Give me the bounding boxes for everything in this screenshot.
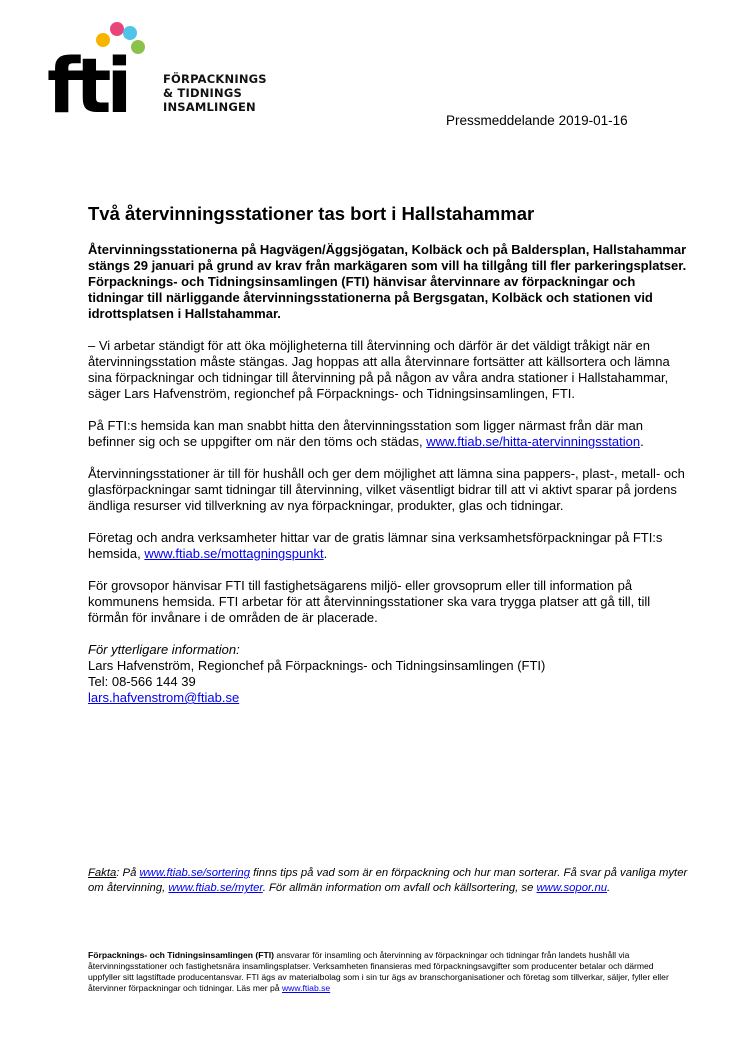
- sorting-link[interactable]: www.ftiab.se/sortering: [139, 867, 251, 879]
- business-paragraph: [88, 530, 688, 562]
- bulky-waste-paragraph: För grovsopor hänvisar FTI till fastighetsägarens miljö- eller grovsoprum eller till information på kommunens hemsida. FTI arbetar för att återvinningsstationer ska vara trygga platser att gå till, till förmån för invånare i de områden de är placerade.: [88, 578, 651, 625]
- website-end: .: [640, 434, 644, 449]
- business-end: .: [323, 546, 328, 561]
- logo-wordmark: [163, 72, 267, 114]
- headline: Två återvinningsstationer tas bort i Hallstahammar: [88, 203, 535, 224]
- logo-line-2: & TIDNINGS: [163, 86, 242, 100]
- fakta-text-4: .: [607, 882, 611, 894]
- myths-link[interactable]: www.ftiab.se/myter: [168, 882, 263, 894]
- lead-paragraph: Återvinningsstationerna på Hagvägen/Äggsjögatan, Kolbäck och på Baldersplan, Hallstahammar stängs 29 januari på grund av krav från markägaren som vill ha tillgång till fler parkeringsplatser. Förpacknings- och Tidningsinsamlingen (FTI) hänvisar återvinnare av förpackningar och tidningar till närliggande återvinningsstationerna på Bergsgatan, Kolbäck och stationen vid idrottsplatsen i Hallstahammar.: [88, 242, 687, 321]
- sopor-link[interactable]: www.sopor.nu: [536, 882, 608, 894]
- article-body: [88, 242, 688, 706]
- fakta-label: Fakta: [88, 867, 117, 879]
- website-text: På FTI:s hemsida kan man snabbt hitta den återvinningsstation som ligger närmast från där man befinner sig och se uppgifter om när den töms och städas,: [88, 418, 643, 449]
- logo-dot-pink: [110, 22, 124, 36]
- quote-paragraph: – Vi arbetar ständigt för att öka möjligheterna till återvinning och därför är det väldigt tråkigt när en återvinningsstation måste stängas. Jag hoppas att alla återvinnare fortsätter att källsortera och lämna sina förpackningar och tidningar till återvinning på på någon av våra andra stationer i Hallstahammar, säger Lars Hafvenström, regionchef på Förpacknings- och Tidningsinsamlingen, FTI.: [88, 338, 670, 401]
- stations-paragraph: Återvinningsstationer är till för hushåll och ger dem möjlighet att lämna sina pappers-, plast-, metall- och glasförpackningar samt tidningar till återvinning, vilket väsentligt bidrar till att vi aktivt sparar på jordens ändliga resurser vid tillverkning av nya förpackningar, produkter, glas och tidningar.: [88, 466, 685, 513]
- logo-line-1: FÖRPACKNINGS: [163, 72, 267, 86]
- fakta-note: [88, 866, 688, 896]
- logo-mark-text: fti: [47, 41, 128, 120]
- contact-phone: Tel: 08-566 144 39: [88, 674, 196, 689]
- logo-line-3: INSAMLINGEN: [163, 100, 256, 114]
- website-paragraph: [88, 418, 688, 450]
- fakta-text-1: : På: [116, 867, 140, 879]
- contact-email-link[interactable]: lars.hafvenstrom@ftiab.se: [88, 690, 240, 705]
- fakta-text-2: finns tips på vad som är en förpackning och hur man sorterar. Få svar på vanliga myter om återvinning,: [88, 867, 688, 894]
- fti-logo: [47, 20, 287, 120]
- logo-dot-blue: [123, 26, 137, 40]
- logo-dot-green: [131, 40, 145, 54]
- fakta-text-3: . För allmän information om avfall och källsortering, se: [262, 882, 537, 894]
- footer-text: ansvarar för insamling och återvinning av förpackningar och tidningar från landets hushåll via återvinningsstationer och fastighetsnära insamlingsplatser. Verksamheten finansieras med förpackningsavgifter som producenter betalar och därmed uppfyller sitt lagstiftade producentansvar. FTI ägs av materialbolag som i sin tur ägs av branschorganisationer och företag som tillverkar, säljer, fyller eller återvinner förpackningar och tidningar. Läs mer på: [88, 950, 669, 993]
- press-release-date: Pressmeddelande 2019-01-16: [446, 113, 628, 128]
- fti-logo-mark: [47, 20, 159, 120]
- business-text: Företag och andra verksamheter hittar var de gratis lämnar sina verksamhetsförpackningar på FTI:s hemsida,: [88, 530, 663, 561]
- find-station-link[interactable]: www.ftiab.se/hitta-atervinningsstation: [426, 434, 641, 449]
- reception-point-link[interactable]: www.ftiab.se/mottagningspunkt: [144, 546, 324, 561]
- contact-block: [88, 642, 688, 706]
- footer-website-link[interactable]: www.ftiab.se: [281, 983, 331, 993]
- contact-label: För ytterligare information:: [88, 642, 240, 657]
- contact-name: Lars Hafvenström, Regionchef på Förpacknings- och Tidningsinsamlingen (FTI): [88, 658, 546, 673]
- footer-about: [88, 950, 688, 994]
- footer-org-name: Förpacknings- och Tidningsinsamlingen (FTI): [88, 950, 275, 960]
